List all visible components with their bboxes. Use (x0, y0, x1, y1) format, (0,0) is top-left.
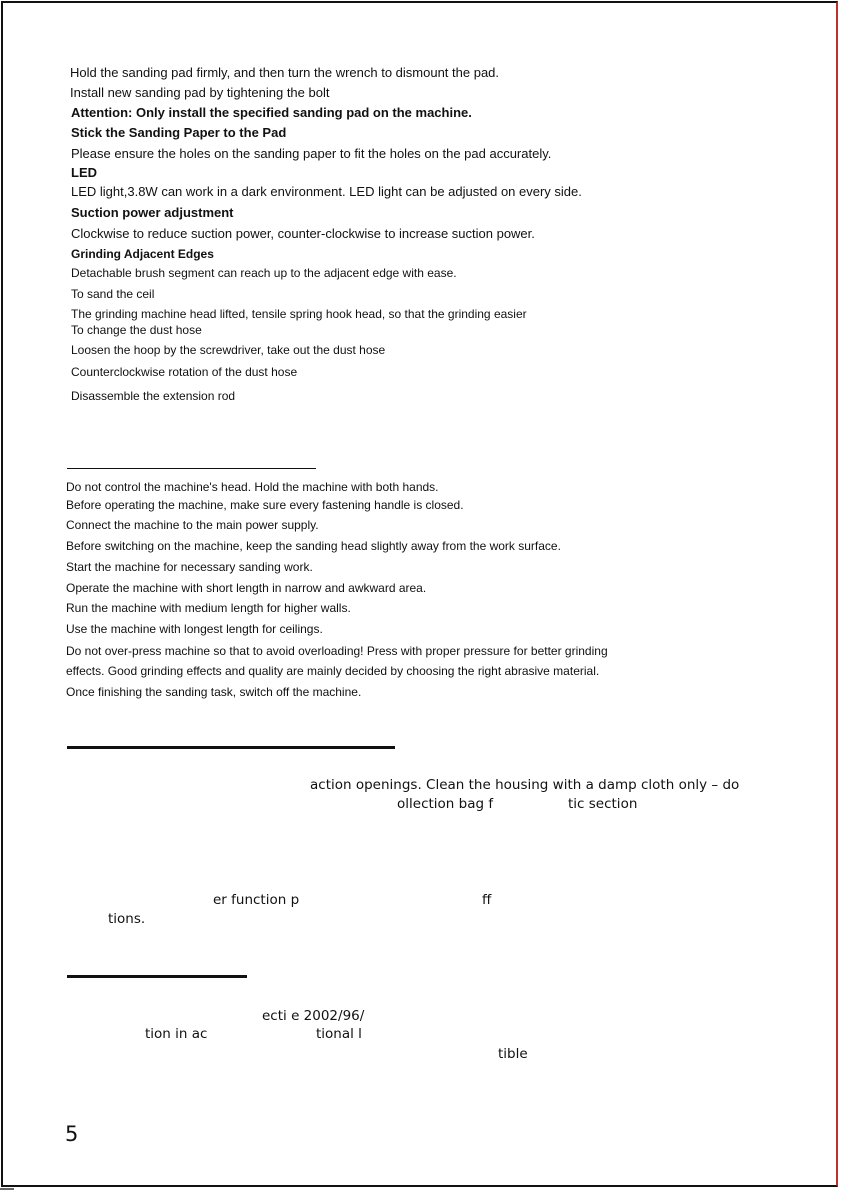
text-fragment: ff (482, 892, 492, 908)
text-line: Install new sanding pad by tightening the bolt (70, 85, 330, 100)
text-line: Use the machine with longest length for ceilings. (66, 622, 323, 636)
section-heading: Suction power adjustment (71, 205, 234, 220)
text-line: Before switching on the machine, keep the sanding head slightly away from the work surface. (66, 539, 561, 553)
corner-mark (0, 1188, 14, 1196)
text-line: Loosen the hoop by the screwdriver, take out the dust hose (71, 343, 386, 357)
text-line: Do not over-press machine so that to avoid overloading! Press with proper pressure for better grinding (66, 644, 608, 658)
text-line: To change the dust hose (71, 323, 202, 337)
text-fragment: tional l (316, 1026, 362, 1042)
text-fragment: ecti e 2002/96/ (262, 1008, 365, 1024)
text-line: Please ensure the holes on the sanding paper to fit the holes on the pad accurately. (71, 146, 552, 161)
section-rule (67, 746, 395, 749)
text-line: LED light,3.8W can work in a dark environment. LED light can be adjusted on every side. (71, 184, 582, 199)
text-line: Connect the machine to the main power supply. (66, 518, 319, 532)
text-fragment: tions. (108, 911, 146, 927)
text-line: Counterclockwise rotation of the dust hose (71, 365, 298, 379)
text-fragment: tion in ac (145, 1026, 208, 1042)
text-line: Hold the sanding pad firmly, and then turn the wrench to dismount the pad. (70, 65, 500, 80)
section-heading: LED (71, 165, 97, 180)
text-line: Run the machine with medium length for higher walls. (66, 601, 351, 615)
section-rule (67, 975, 247, 978)
text-line: effects. Good grinding effects and quality are mainly decided by choosing the right abrasive material. (66, 664, 600, 678)
attention-heading: Attention: Only install the specified sanding pad on the machine. (71, 105, 472, 120)
text-fragment: action openings. Clean the housing with a damp cloth only – do (310, 777, 740, 793)
text-line: Detachable brush segment can reach up to the adjacent edge with ease. (71, 266, 457, 280)
page-number: 5 (65, 1122, 79, 1146)
text-fragment: tic section (568, 796, 638, 812)
text-line: Before operating the machine, make sure every fastening handle is closed. (66, 498, 464, 512)
text-line: Disassemble the extension rod (71, 389, 236, 403)
text-fragment: tible (498, 1046, 528, 1062)
text-fragment: ollection bag f (397, 796, 494, 812)
text-line: The grinding machine head lifted, tensile spring hook head, so that the grinding easier (71, 307, 527, 321)
text-line: Operate the machine with short length in narrow and awkward area. (66, 581, 427, 595)
text-line: Clockwise to reduce suction power, counter-clockwise to increase suction power. (71, 226, 535, 241)
section-rule (67, 468, 316, 469)
section-heading: Grinding Adjacent Edges (71, 247, 214, 261)
text-line: Once finishing the sanding task, switch off the machine. (66, 685, 362, 699)
text-line: To sand the ceil (71, 287, 155, 301)
text-line: Start the machine for necessary sanding work. (66, 560, 313, 574)
text-line: Do not control the machine's head. Hold the machine with both hands. (66, 480, 439, 494)
section-heading: Stick the Sanding Paper to the Pad (71, 125, 287, 140)
text-fragment: er function p (213, 892, 300, 908)
